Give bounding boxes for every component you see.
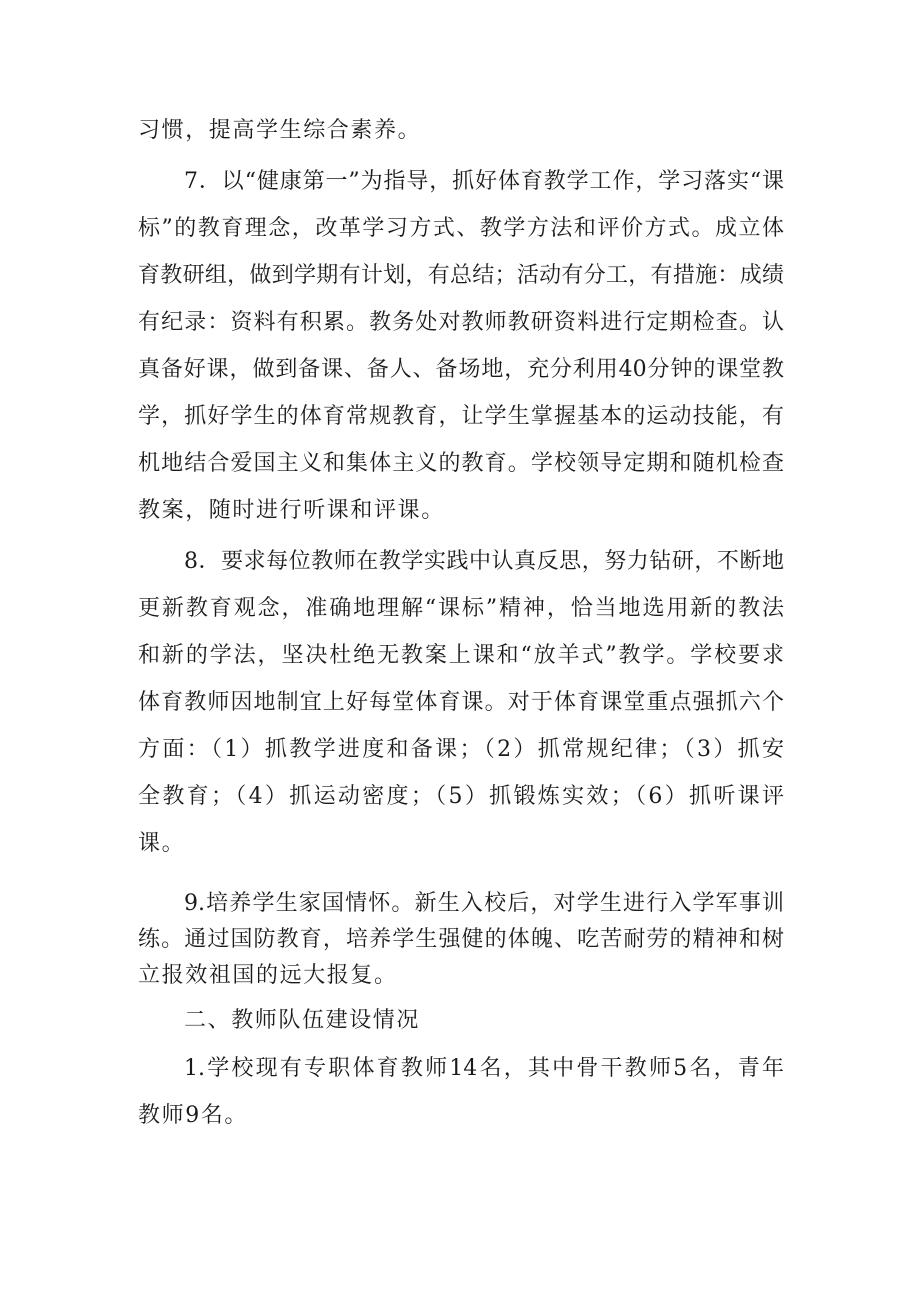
paragraph-7-line: 7．以“健康第一”为指导，抓好体育教学工作，学习落实“课 [184,169,784,194]
paragraph-7-line: 学，抓好学生的体育常规教育，让学生掌握基本的运动技能，有 [138,404,784,429]
text-line: 习惯，提高学生综合素养。 [138,118,422,143]
paragraph-8-line: 全教育；（4）抓运动密度；（5）抓锻炼实效；（6）抓听课评 [138,784,784,809]
paragraph-7-line: 教案，随时进行听课和评课。 [138,498,445,523]
paragraph-9-line: 立报效祖国的远大报复。 [138,963,398,988]
paragraph-7-line: 机地结合爱国主义和集体主义的教育。学校领导定期和随机检查 [138,451,784,476]
paragraph-7-line: 育教研组，做到学期有计划，有总结；活动有分工，有措施：成绩 [138,263,784,288]
paragraph-7-line: 有纪录：资料有积累。教务处对教师教研资料进行定期检查。认 [138,310,784,335]
paragraph-8-line: 课。 [138,831,186,856]
paragraph-9-line: 练。通过国防教育，培养学生强健的体魄、吃苦耐劳的精神和树 [138,927,784,952]
paragraph-8-line: 8．要求每位教师在教学实践中认真反思，努力钻研，不断地 [184,549,784,574]
paragraph-9-line: 9.培养学生家国情怀。新生入校后，对学生进行入学军事训 [184,891,784,916]
paragraph-1-line: 教师9名。 [138,1103,248,1128]
paragraph-1-line: 1.学校现有专职体育教师14名，其中骨干教师5名，青年 [184,1056,784,1081]
paragraph-8-line: 方面：（1）抓教学进度和备课；（2）抓常规纪律；（3）抓安 [138,737,784,762]
paragraph-8-line: 更新教育观念，准确地理解“课标”精神，恰当地选用新的教法 [138,596,784,621]
paragraph-8-line: 和新的学法，坚决杜绝无教案上课和“放羊式”教学。学校要求 [138,643,784,668]
paragraph-7-line: 标”的教育理念，改革学习方式、教学方法和评价方式。成立体 [138,216,784,241]
paragraph-7-line: 真备好课，做到备课、备人、备场地，充分利用40分钟的课堂教 [138,357,784,382]
paragraph-8-line: 体育教师因地制宜上好每堂体育课。对于体育课堂重点强抓六个 [138,690,784,715]
section-heading: 二、教师队伍建设情况 [184,1008,421,1033]
